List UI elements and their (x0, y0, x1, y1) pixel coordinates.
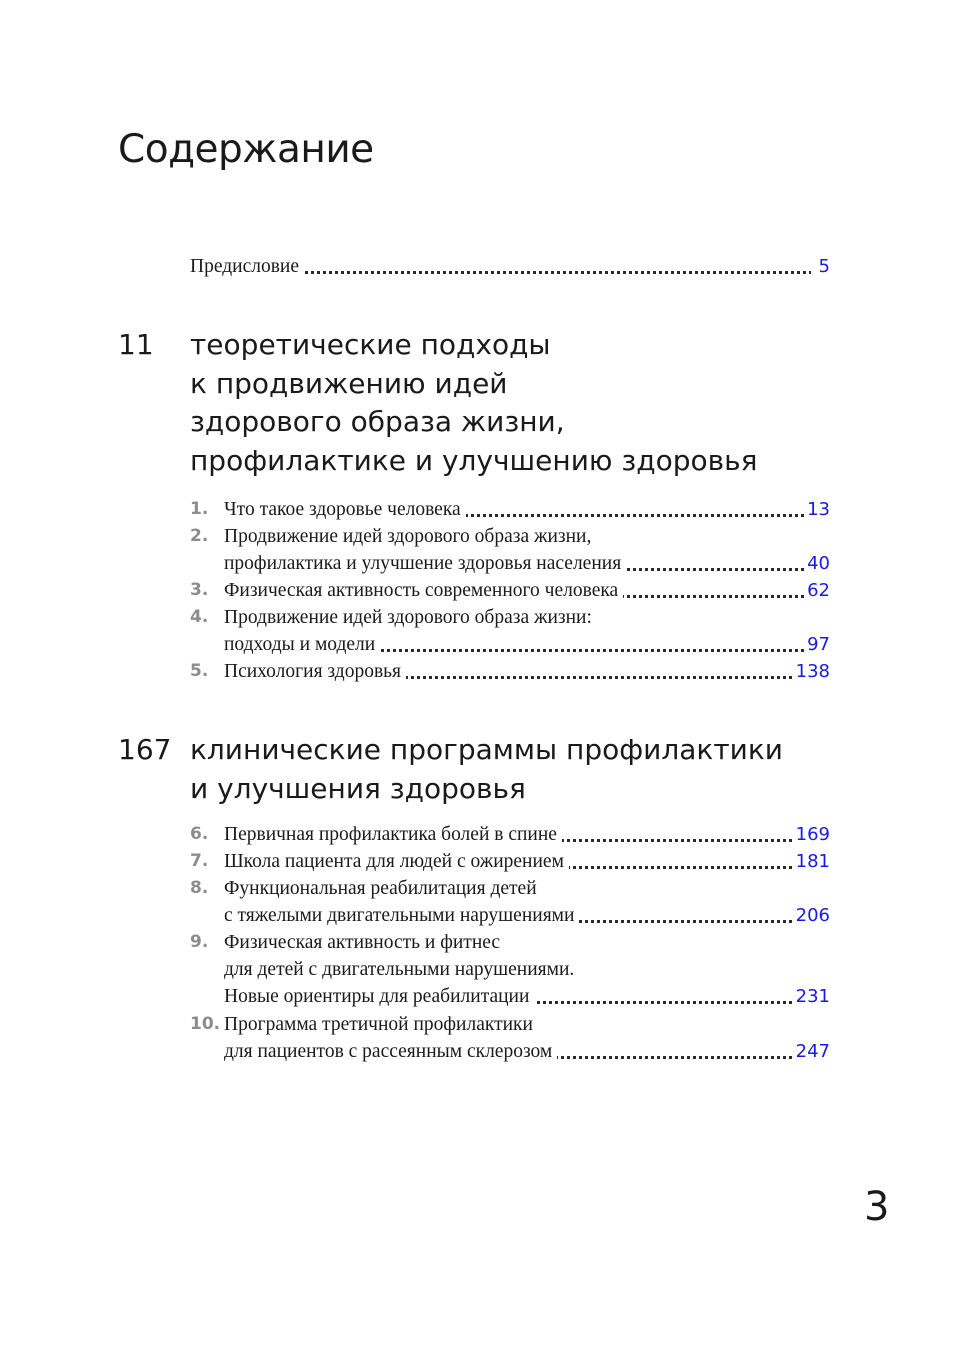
chapter-number: 3. (190, 580, 209, 600)
toc-page-number[interactable]: 62 (805, 577, 830, 604)
folio-page-number: 3 (864, 1184, 890, 1230)
section-heading-line: клинические программы профилактики (190, 733, 783, 766)
toc-page-number[interactable]: 247 (794, 1038, 830, 1065)
chapter-number: 8. (190, 878, 209, 898)
toc-entry[interactable] (224, 550, 830, 577)
chapter-number: 2. (190, 526, 209, 546)
toc-page-number[interactable]: 5 (811, 253, 830, 280)
chapter-number: 9. (190, 932, 209, 952)
toc-entry[interactable] (224, 821, 830, 848)
section-start-page: 167 (118, 733, 172, 766)
toc-page-number[interactable]: 97 (805, 631, 830, 658)
toc-entry-label: Программа третичной профилактики (224, 1014, 538, 1035)
section-heading-line: профилактике и улучшению здоровья (190, 443, 758, 477)
toc-entry[interactable] (224, 658, 830, 685)
toc-entry-line[interactable] (224, 875, 830, 902)
toc-entry[interactable] (224, 902, 830, 929)
section-heading-line: и улучшения здоровья (190, 771, 526, 805)
toc-entry-label: Продвижение идей здорового образа жизни: (224, 607, 597, 628)
chapter-number: 6. (190, 824, 209, 844)
toc-entry-label: Предисловие (190, 256, 304, 277)
toc-entry-label: Психология здоровья (224, 661, 406, 682)
toc-entry-label: Школа пациента для людей с ожирением (224, 851, 569, 872)
toc-entry-label: профилактика и улучшение здоровья населения (224, 553, 626, 574)
toc-page-number[interactable]: 169 (794, 821, 830, 848)
toc-entry-label: для пациентов с рассеянным склерозом (224, 1041, 557, 1062)
toc-entry-line[interactable] (224, 1011, 830, 1038)
toc-entry[interactable] (224, 848, 830, 875)
toc-entry-label: Продвижение идей здорового образа жизни, (224, 526, 596, 547)
toc-entry[interactable] (224, 496, 830, 523)
section-start-page: 11 (118, 328, 154, 361)
toc-entry[interactable] (224, 983, 830, 1010)
section-heading-line: теоретические подходы (190, 328, 551, 361)
chapter-number: 5. (190, 661, 209, 681)
toc-entry-label: для детей с двигательными нарушениями. (224, 959, 579, 980)
toc-entry[interactable] (224, 631, 830, 658)
toc-page-number[interactable]: 40 (805, 550, 830, 577)
toc-entry-label: с тяжелыми двигательными нарушениями (224, 905, 579, 926)
toc-page-number[interactable]: 138 (794, 658, 830, 685)
toc-entry-label: Физическая активность современного человека (224, 580, 623, 601)
chapter-number: 7. (190, 851, 209, 871)
section-heading-line: к продвижению идей (190, 366, 508, 400)
toc-entry-label: Что такое здоровье человека (224, 499, 466, 520)
toc-entry-preface[interactable] (190, 253, 830, 280)
toc-entry-line[interactable] (224, 956, 830, 983)
toc-entry-line[interactable] (224, 523, 830, 550)
chapter-number: 4. (190, 607, 209, 627)
toc-page-number[interactable]: 231 (794, 983, 830, 1010)
section-heading (190, 731, 783, 808)
toc-entry[interactable] (224, 1038, 830, 1065)
toc-entry[interactable] (224, 577, 830, 604)
toc-page-number[interactable]: 13 (805, 496, 830, 523)
toc-entry-label: Функциональная реабилитация детей (224, 878, 542, 899)
toc-entry-line[interactable] (224, 604, 830, 631)
chapter-number: 1. (190, 499, 209, 519)
section-heading (190, 326, 758, 480)
toc-entry-line[interactable] (224, 929, 830, 956)
toc-page-number[interactable]: 206 (794, 902, 830, 929)
toc-page-number[interactable]: 181 (794, 848, 830, 875)
toc-entry-label: Первичная профилактика болей в спине (224, 824, 562, 845)
page-title: Содержание (118, 127, 374, 172)
chapter-number: 10. (190, 1014, 221, 1034)
toc-entry-label: подходы и модели (224, 634, 380, 655)
section-heading-line: здорового образа жизни, (190, 405, 565, 438)
toc-entry-label: Физическая активность и фитнес (224, 932, 505, 953)
toc-entry-label: Новые ориентиры для реабилитации (224, 986, 534, 1007)
